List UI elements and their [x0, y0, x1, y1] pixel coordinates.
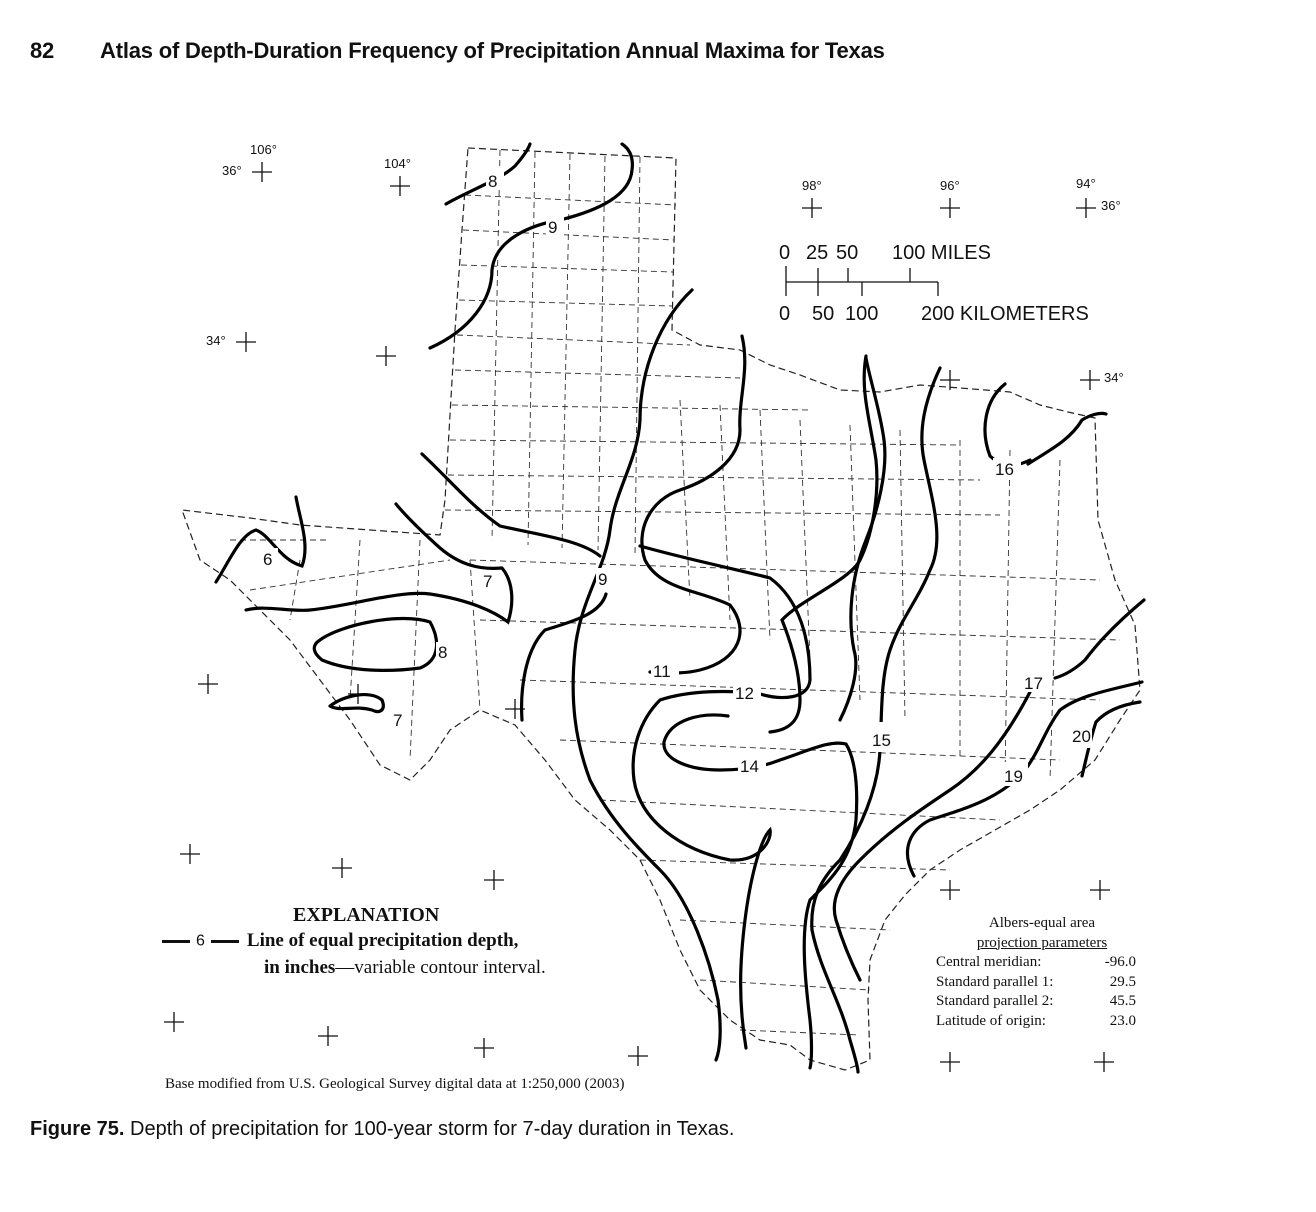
contour-13 [770, 356, 877, 732]
projection-label: Central meridian: [936, 954, 1042, 970]
contour-9-central [422, 454, 600, 556]
figure-caption [30, 1118, 734, 1141]
scale-miles-25: 25 [806, 242, 829, 264]
legend-bold-text2: in inches [264, 957, 336, 978]
scale-km-0: 0 [779, 303, 791, 325]
projection-row [936, 973, 1136, 993]
legend-bold-text: Line of equal precipitation depth, [246, 930, 519, 951]
base-map-note: Base modified from U.S. Geological Survey digital data at 1:250,000 (2003) [165, 1076, 625, 1092]
legend-symbol-value: 6 [196, 932, 205, 950]
county-grid [230, 150, 1120, 1035]
contour-7-west [246, 504, 512, 622]
scale-bar [779, 242, 1089, 325]
scale-km-200: 200 KILOMETERS [921, 303, 1089, 325]
projection-parameters [936, 914, 1136, 1031]
contour-label-16: 16 [995, 460, 1014, 479]
contour-label-7-b: 7 [393, 711, 403, 730]
scale-km-50: 50 [812, 303, 835, 325]
contour-label-12: 12 [735, 684, 754, 703]
contour-16-b [1028, 413, 1106, 464]
projection-label: Latitude of origin: [936, 1012, 1046, 1029]
projection-value: 29.5 [1109, 973, 1136, 990]
projection-heading2: projection parameters [976, 934, 1108, 951]
label-36-right: 36° [1101, 198, 1121, 213]
label-98: 98° [802, 178, 822, 193]
contour-label-8-a: 8 [488, 172, 498, 191]
label-106: 106° [250, 142, 277, 157]
explanation-title: EXPLANATION [293, 904, 440, 926]
label-34-left: 34° [206, 333, 226, 348]
scale-miles-100: 100 MILES [892, 242, 991, 264]
contour-10 [573, 290, 720, 1060]
contour-label-8-b: 8 [438, 643, 448, 662]
contour-label-17: 17 [1024, 674, 1043, 693]
projection-value: 45.5 [1109, 993, 1136, 1009]
contour-6 [216, 497, 305, 582]
scale-miles-0: 0 [779, 242, 791, 264]
projection-heading1: Albers-equal area [988, 915, 1096, 931]
label-36-left: 36° [222, 163, 242, 178]
contour-label-15: 15 [872, 731, 891, 750]
explanation-legend-line [162, 930, 518, 952]
contour-label-9-b: 9 [598, 570, 608, 589]
contour-16-a [985, 384, 1030, 465]
figure-label: Figure 75. [30, 1118, 125, 1140]
projection-value: -96.0 [1104, 954, 1136, 970]
contour-label-9-a: 9 [548, 218, 558, 237]
label-94: 94° [1076, 176, 1096, 191]
legend-normal-text: —variable contour interval. [335, 957, 546, 978]
contour-label-20: 20 [1072, 727, 1091, 746]
projection-row [936, 953, 1136, 973]
contour-11 [642, 336, 745, 673]
contour-9-south [522, 594, 606, 720]
page-number: 82 [30, 38, 55, 63]
figure-caption-text: Depth of precipitation for 100-year storm for 7-day duration in Texas. [130, 1118, 735, 1140]
projection-value: 23.0 [1109, 1012, 1136, 1029]
contour-label-19: 19 [1004, 767, 1023, 786]
projection-row [936, 992, 1136, 1012]
legend-line-symbol [162, 940, 190, 943]
contour-label-11: 11 [653, 662, 671, 681]
contour-8-loop [314, 618, 436, 670]
scale-miles-50: 50 [836, 242, 859, 264]
scale-km-100: 100 [845, 303, 879, 325]
explanation-legend-line2 [264, 957, 546, 979]
projection-row [936, 1012, 1136, 1032]
projection-label: Standard parallel 2: [936, 993, 1054, 1009]
contour-17 [1055, 600, 1144, 678]
contour-label-14: 14 [740, 757, 759, 776]
contour-label-6: 6 [263, 550, 273, 569]
contour-16-c [840, 358, 885, 720]
contour-7-small [330, 695, 383, 712]
running-title: Atlas of Depth-Duration Frequency of Precipitation Annual Maxima for Texas [100, 38, 885, 63]
legend-line-symbol-right [211, 940, 239, 943]
projection-label: Standard parallel 1: [936, 973, 1054, 990]
label-96: 96° [940, 178, 960, 193]
label-34-right: 34° [1104, 370, 1124, 385]
contour-label-7-a: 7 [483, 572, 493, 591]
label-104: 104° [384, 156, 411, 171]
